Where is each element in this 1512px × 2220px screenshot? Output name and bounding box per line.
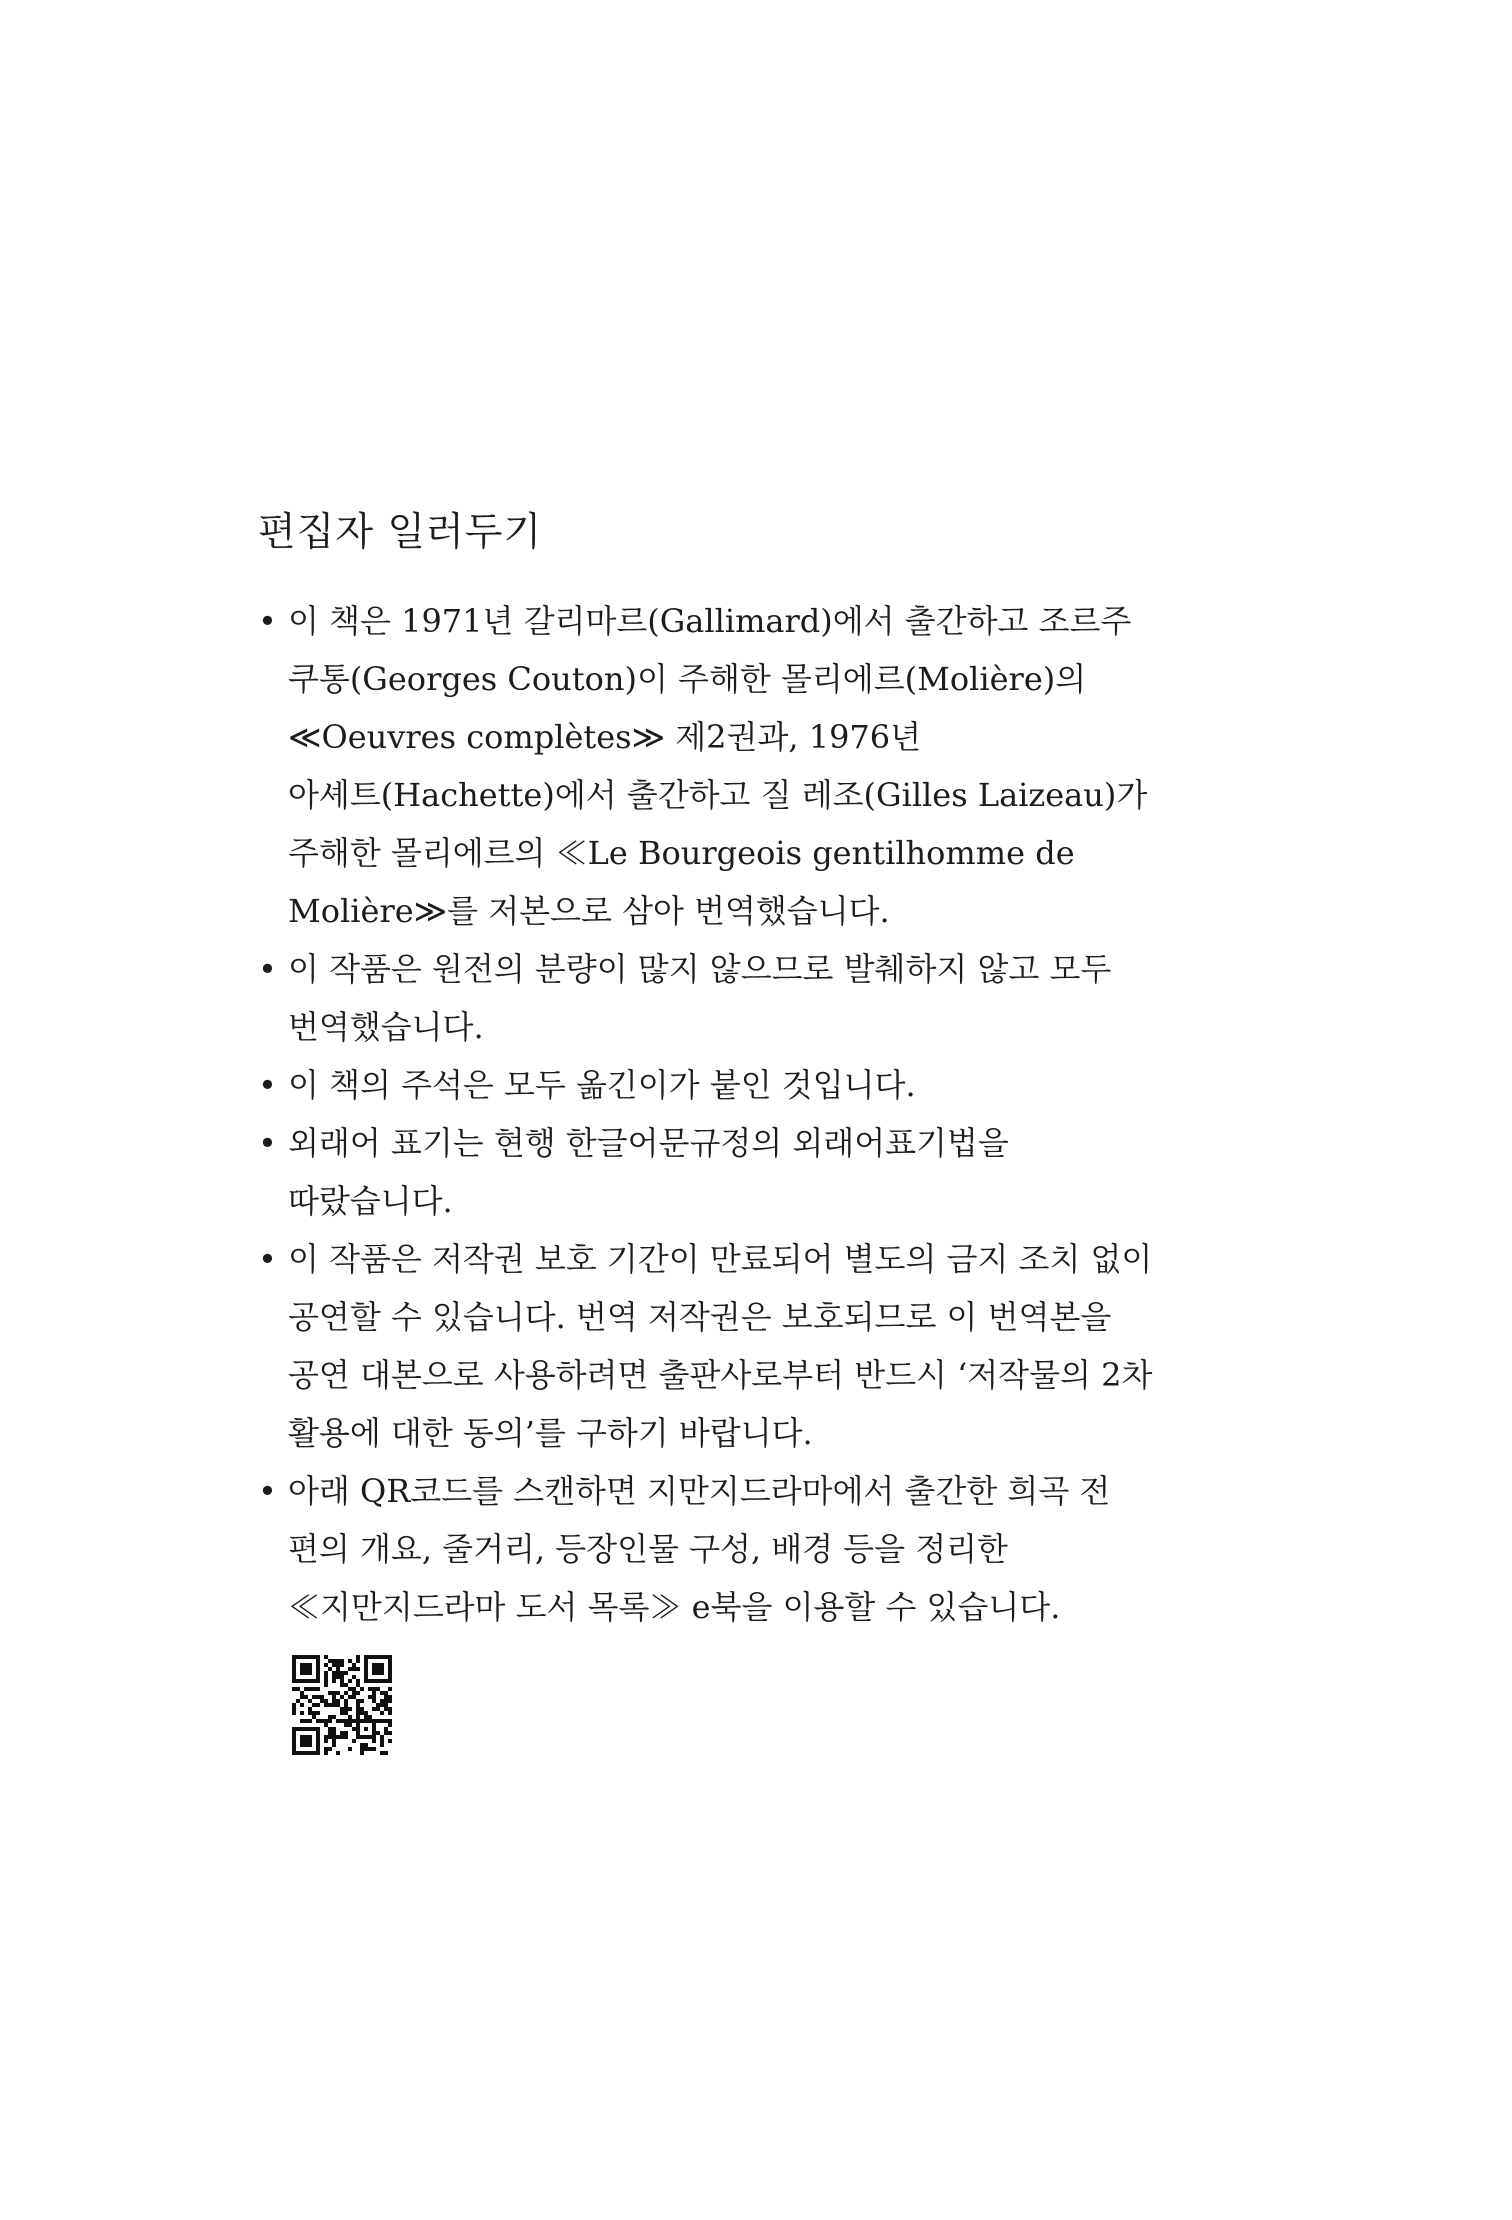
note-item-6 bbox=[258, 1462, 1268, 1636]
page-title: 편집자 일러두기 bbox=[258, 510, 543, 555]
note-line: • 외래어 표기는 현행 한글어문규정의 외래어표기법을 bbox=[288, 1124, 1009, 1162]
editor-notes-list bbox=[258, 592, 1268, 1636]
note-line: • 이 책은 1971년 갈리마르(Gallimard)에서 출간하고 조르주 bbox=[288, 602, 1132, 640]
note-line: Molière≫를 저본으로 삼아 번역했습니다. bbox=[288, 892, 890, 930]
note-line: 쿠통(Georges Couton)이 주해한 몰리에르(Molière)의 bbox=[288, 660, 1087, 698]
note-item-4 bbox=[258, 1114, 1268, 1230]
note-line: 활용에 대한 동의’를 구하기 바랍니다. bbox=[288, 1414, 813, 1452]
qr-code-icon[interactable] bbox=[292, 1655, 392, 1755]
note-line: 번역했습니다. bbox=[288, 1008, 484, 1046]
note-line: • 이 작품은 저작권 보호 기간이 만료되어 별도의 금지 조치 없이 bbox=[288, 1240, 1153, 1278]
note-item-3 bbox=[258, 1056, 1268, 1114]
note-item-5 bbox=[258, 1230, 1268, 1462]
note-line: • 이 책의 주석은 모두 옮긴이가 붙인 것입니다. bbox=[288, 1066, 916, 1104]
note-line: 주해한 몰리에르의 ≪Le Bourgeois gentilhomme de bbox=[288, 834, 1075, 872]
note-line: ≪지만지드라마 도서 목록≫ e북을 이용할 수 있습니다. bbox=[288, 1588, 1061, 1626]
note-line: 아셰트(Hachette)에서 출간하고 질 레조(Gilles Laizeau)가 bbox=[288, 776, 1148, 814]
note-line: 공연 대본으로 사용하려면 출판사로부터 반드시 ‘저작물의 2차 bbox=[288, 1356, 1153, 1394]
note-line: 공연할 수 있습니다. 번역 저작권은 보호되므로 이 번역본을 bbox=[288, 1298, 1112, 1336]
note-line: 편의 개요, 줄거리, 등장인물 구성, 배경 등을 정리한 bbox=[288, 1530, 1008, 1568]
note-line: 따랐습니다. bbox=[288, 1182, 453, 1220]
note-line: • 이 작품은 원전의 분량이 많지 않으므로 발췌하지 않고 모두 bbox=[288, 950, 1112, 988]
note-item-2 bbox=[258, 940, 1268, 1056]
note-line: ≪Oeuvres complètes≫ 제2권과, 1976년 bbox=[288, 718, 922, 756]
note-line: • 아래 QR코드를 스캔하면 지만지드라마에서 출간한 희곡 전 bbox=[288, 1472, 1111, 1510]
note-item-1 bbox=[258, 592, 1268, 940]
